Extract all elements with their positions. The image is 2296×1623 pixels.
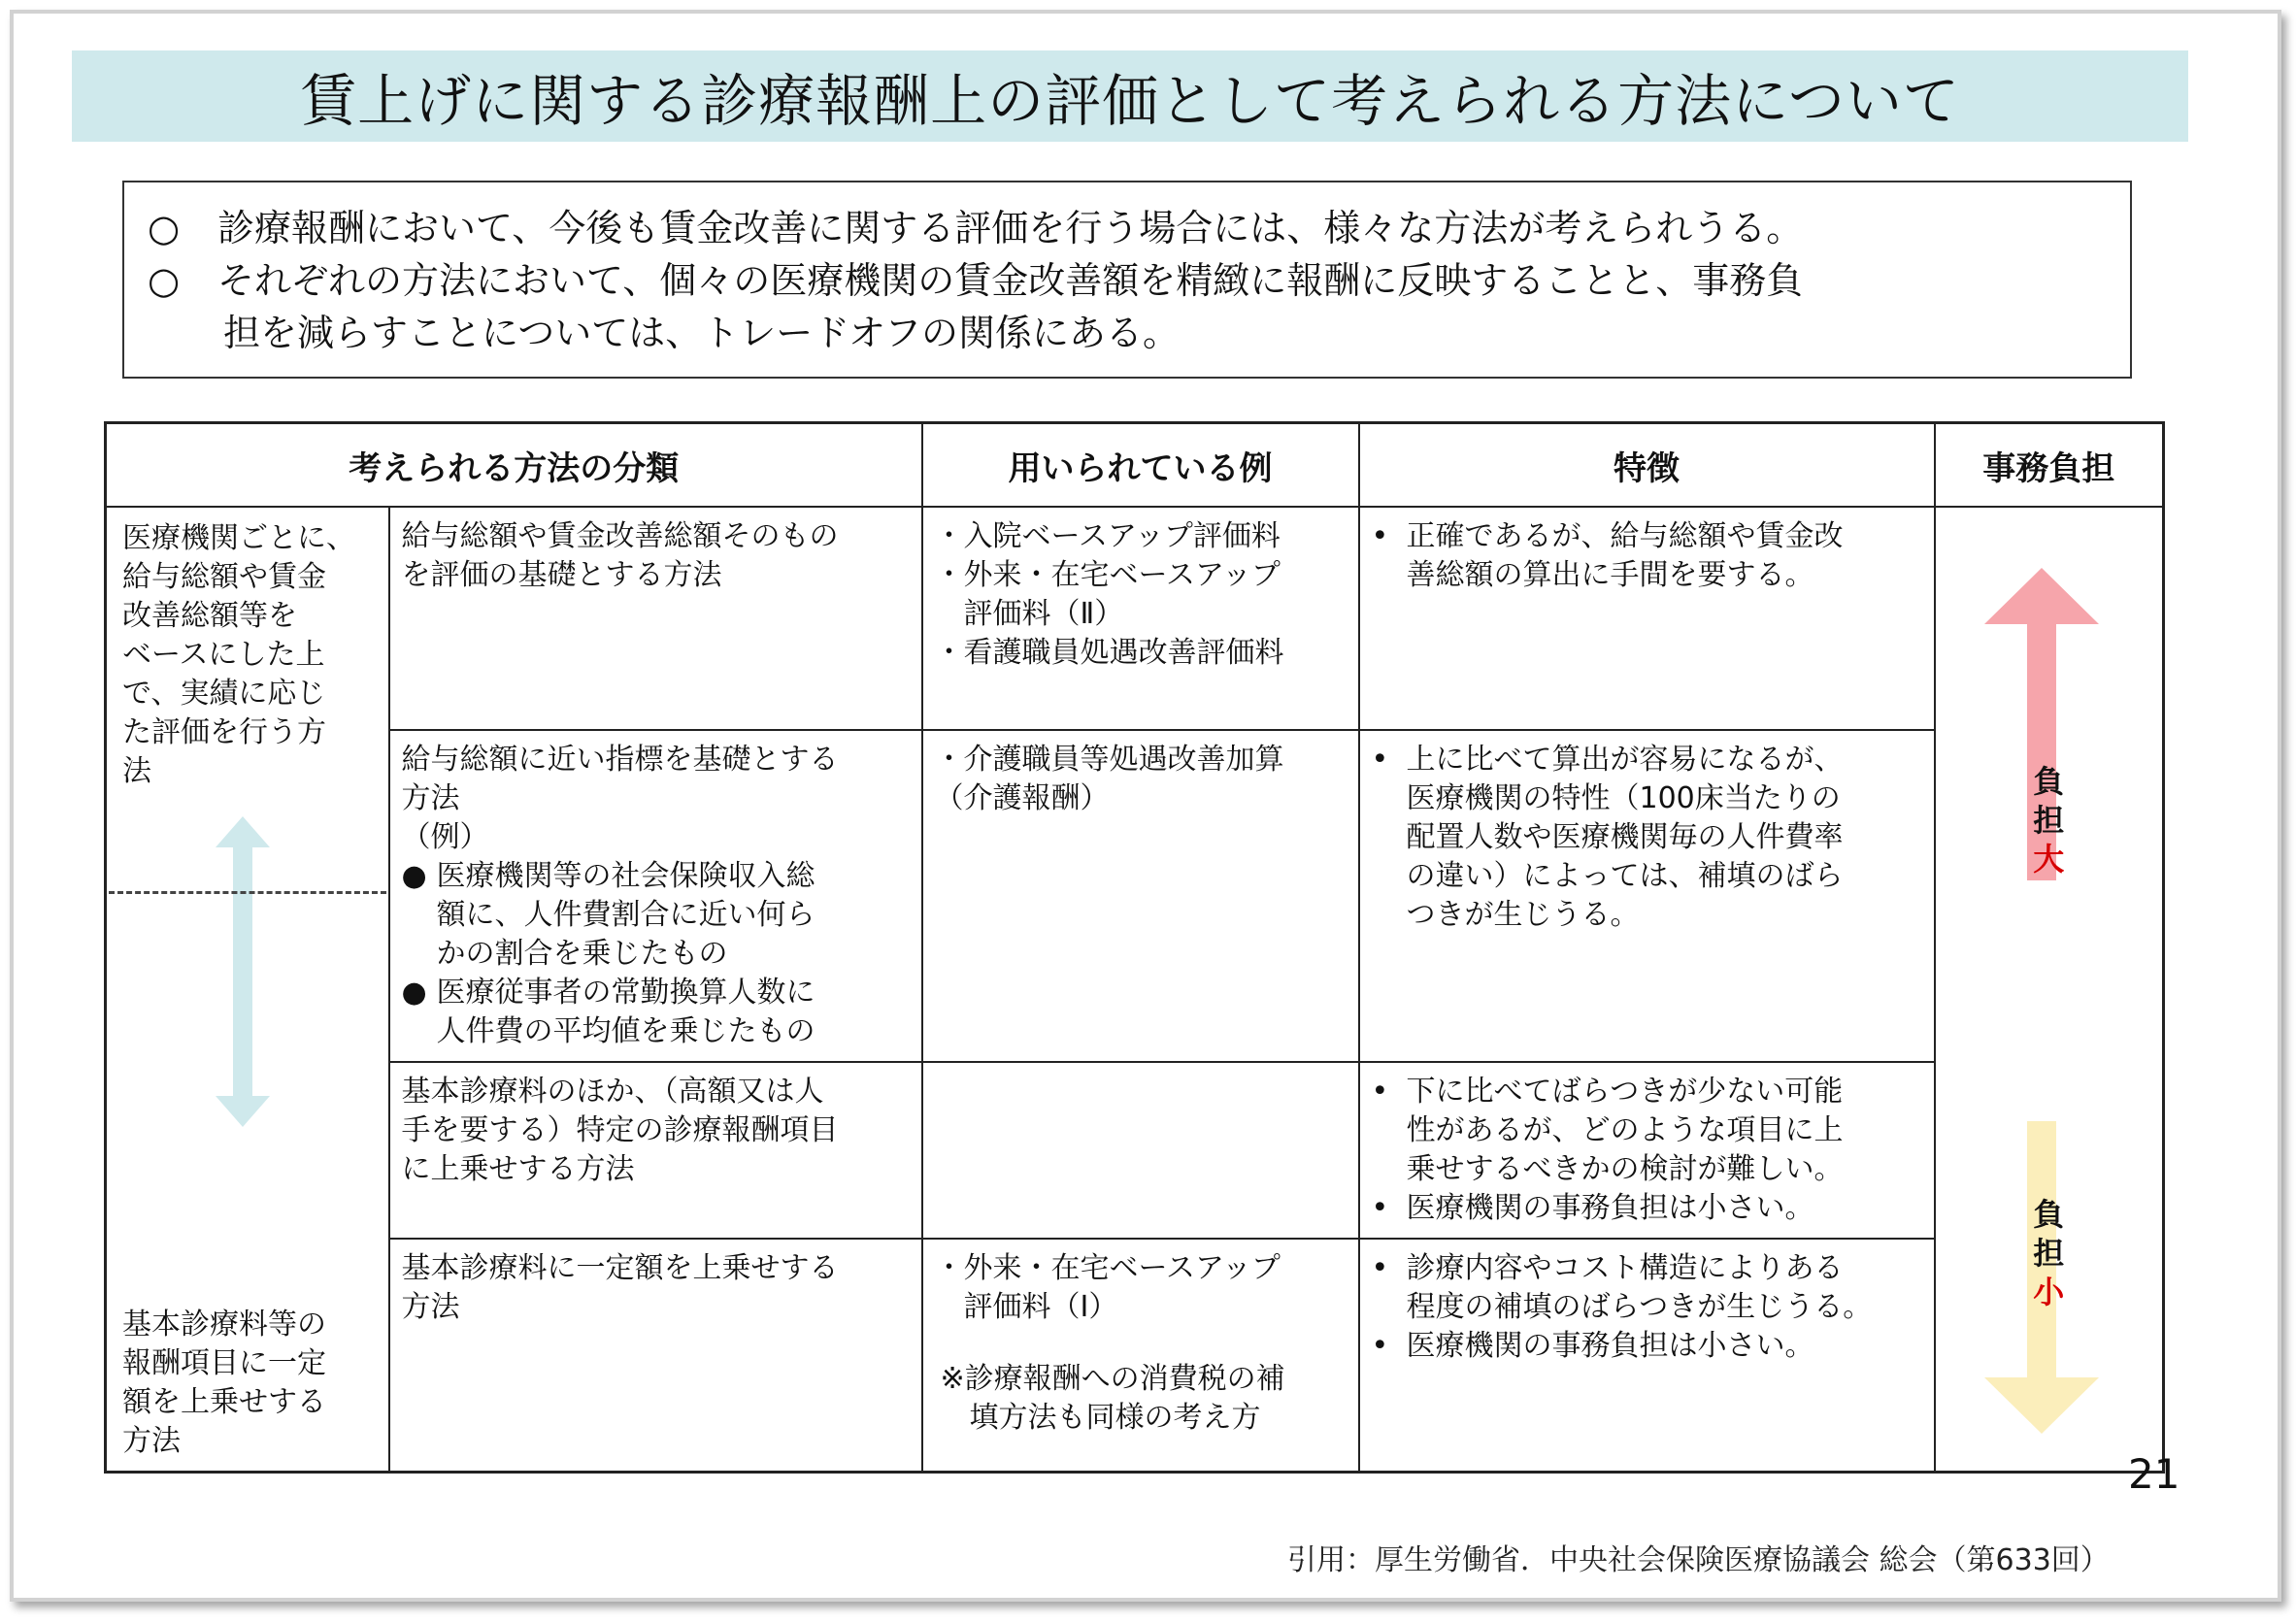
intro-line-2-cont: 担を減らすことについては、トレードオフの関係にある。 <box>223 312 1180 354</box>
table-row <box>106 1062 2164 1239</box>
header-features: 特徴 <box>1359 423 1935 508</box>
title-bar <box>72 50 2188 142</box>
features-cell: • 正確であるが、給与総額や賃金改 善総額の算出に手間を要する。 <box>1359 507 1935 730</box>
intro-line-2: ○ それぞれの方法において、個々の医療機関の賃金改善額を精緻に報酬に反映することと、事務負 <box>148 254 2107 307</box>
intro-box <box>122 181 2132 379</box>
note-text: ※診療報酬への消費税の補 填方法も同様の考え方 <box>940 1362 1285 1435</box>
burden-cell <box>1935 507 2164 1472</box>
page-title: 賃上げに関する診療報酬上の評価として考えられる方法について <box>300 68 1960 134</box>
method-cell: 給与総額に近い指標を基礎とする 方法 （例） ● 医療機関等の社会保険収入総 額に、人件費割合に近い何ら かの割合を乗じたもの ● 医療従事者の常勤換算人数に 人件費の平均値を乗じたもの <box>389 730 922 1062</box>
table-row <box>106 507 2164 730</box>
page-number: 21 <box>2128 1450 2180 1498</box>
header-burden: 事務負担 <box>1935 423 2164 508</box>
features-cell: • 診療内容やコスト構造によりある 程度の補填のばらつきが生じうる。 • 医療機関の事務負担は小さい。 <box>1359 1239 1935 1472</box>
burden-small-label: 負 担 小 <box>2033 1196 2065 1310</box>
circle-mark: ○ <box>148 259 181 302</box>
examples-cell <box>922 1062 1359 1239</box>
category-top-text: 医療機関ごとに、 給与総額や賃金 改善総額等を ベースにした上 で、実績に応じ た評価を行う方 法 <box>122 521 355 788</box>
burden-big-label: 負 担 大 <box>2033 763 2065 878</box>
category-bottom-text: 基本診療料等の 報酬項目に一定 額を上乗せする 方法 <box>122 1307 326 1458</box>
method-cell: 基本診療料に一定額を上乗せする 方法 <box>389 1239 922 1472</box>
examples-cell: ・入院ベースアップ評価料 ・外来・在宅ベースアップ 評価料（Ⅱ） ・看護職員処遇改善評価料 <box>922 507 1359 730</box>
method-cell: 給与総額や賃金改善総額そのもの を評価の基礎とする方法 <box>389 507 922 730</box>
method-cell: 基本診療料のほか、（高額又は人 手を要する）特定の診療報酬項目 に上乗せする方法 <box>389 1062 922 1239</box>
table-row <box>106 730 2164 1062</box>
header-examples: 用いられている例 <box>922 423 1359 508</box>
circle-mark: ○ <box>148 207 181 249</box>
features-cell: • 上に比べて算出が容易になるが、 医療機関の特性（100床当たりの 配置人数や医療機関毎の人件費率 の違い）によっては、補填のばら つきが生じうる。 <box>1359 730 1935 1062</box>
category-cell <box>106 507 389 1472</box>
header-method: 考えられる方法の分類 <box>106 423 922 508</box>
features-cell: • 下に比べてばらつきが少ない可能 性があるが、どのような項目に上 乗せするべきかの検討が難しい。 • 医療機関の事務負担は小さい。 <box>1359 1062 1935 1239</box>
category-divider <box>109 891 386 894</box>
table-row <box>106 1239 2164 1472</box>
double-arrow-icon <box>216 816 270 1127</box>
methods-table <box>104 421 2165 1474</box>
examples-cell: ・外来・在宅ベースアップ 評価料（Ⅰ） ※診療報酬への消費税の補 填方法も同様の考え方 <box>922 1239 1359 1472</box>
citation: 引用：厚生労働省．中央社会保険医療協議会 総会（第633回） <box>1287 1543 2110 1577</box>
examples-cell: ・介護職員等処遇改善加算 （介護報酬） <box>922 730 1359 1062</box>
intro-line-1: ○ 診療報酬において、今後も賃金改善に関する評価を行う場合には、様々な方法が考えられうる。 <box>148 202 2107 254</box>
table-header-row <box>106 423 2164 508</box>
